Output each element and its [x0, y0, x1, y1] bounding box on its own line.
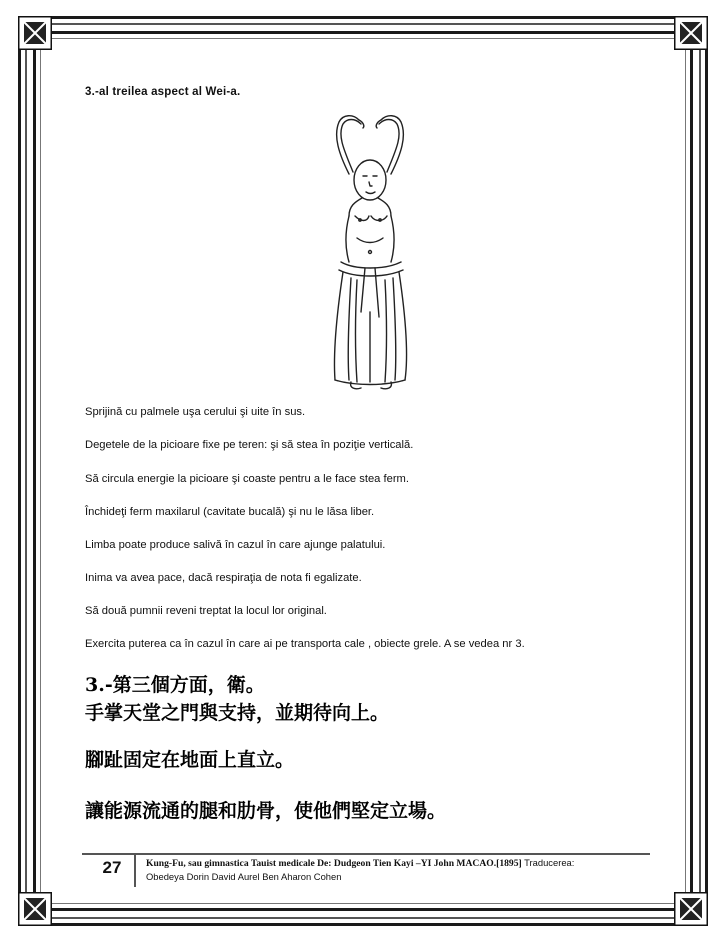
- instruction-line: Inima va avea pace, dacă respiraţia de nota fi egalizate.: [85, 572, 362, 584]
- page-number: 27: [102, 858, 122, 877]
- instruction-line: Exercita puterea ca în cazul în care ai pe transporta cale , obiecte grele. A se vedea nr 3.: [85, 638, 525, 650]
- chinese-text-line: 手掌天堂之門與支持，並期待向上。: [85, 702, 390, 724]
- instruction-line: Să două pumnii reveni treptat la locul lor original.: [85, 605, 327, 617]
- footer-citation: [146, 856, 646, 883]
- corner-ornament: [18, 16, 52, 50]
- footer-rule: [82, 853, 650, 855]
- standing-figure-illustration: [315, 112, 425, 392]
- chinese-text-line: 3.-第三個方面，衛。: [85, 674, 265, 696]
- footer-separator: [134, 855, 136, 887]
- instruction-line: Sprijină cu palmele uşa cerului şi uite în sus.: [85, 406, 306, 418]
- instruction-line: Limba poate produce salivă în cazul în care ajunge palatului.: [85, 539, 386, 551]
- corner-ornament: [674, 892, 708, 926]
- section-heading: 3.-al treilea aspect al Wei-a.: [85, 86, 241, 98]
- footer-translator: Obedeya Dorin David Aurel Ben Aharon Cohen: [146, 871, 342, 882]
- chinese-text-line: 讓能源流通的腿和肋骨，使他們堅定立場。: [85, 800, 447, 822]
- footer-translation-label: Traducerea:: [521, 857, 575, 868]
- corner-ornament: [674, 16, 708, 50]
- footer-title: Kung-Fu, sau gimnastica Tauist medicale De: Dudgeon Tien Kayi –YI John MACAO.[1895]: [146, 858, 522, 869]
- corner-ornament: [18, 892, 52, 926]
- instruction-line: Închideţi ferm maxilarul (cavitate bucală) şi nu le lăsa liber.: [85, 506, 375, 518]
- chinese-text-line: 腳趾固定在地面上直立。: [85, 749, 295, 771]
- instruction-line: Degetele de la picioare fixe pe teren: şi să stea în poziţie verticală.: [85, 439, 414, 451]
- instruction-line: Să circula energie la picioare şi coaste pentru a le face stea ferm.: [85, 473, 409, 485]
